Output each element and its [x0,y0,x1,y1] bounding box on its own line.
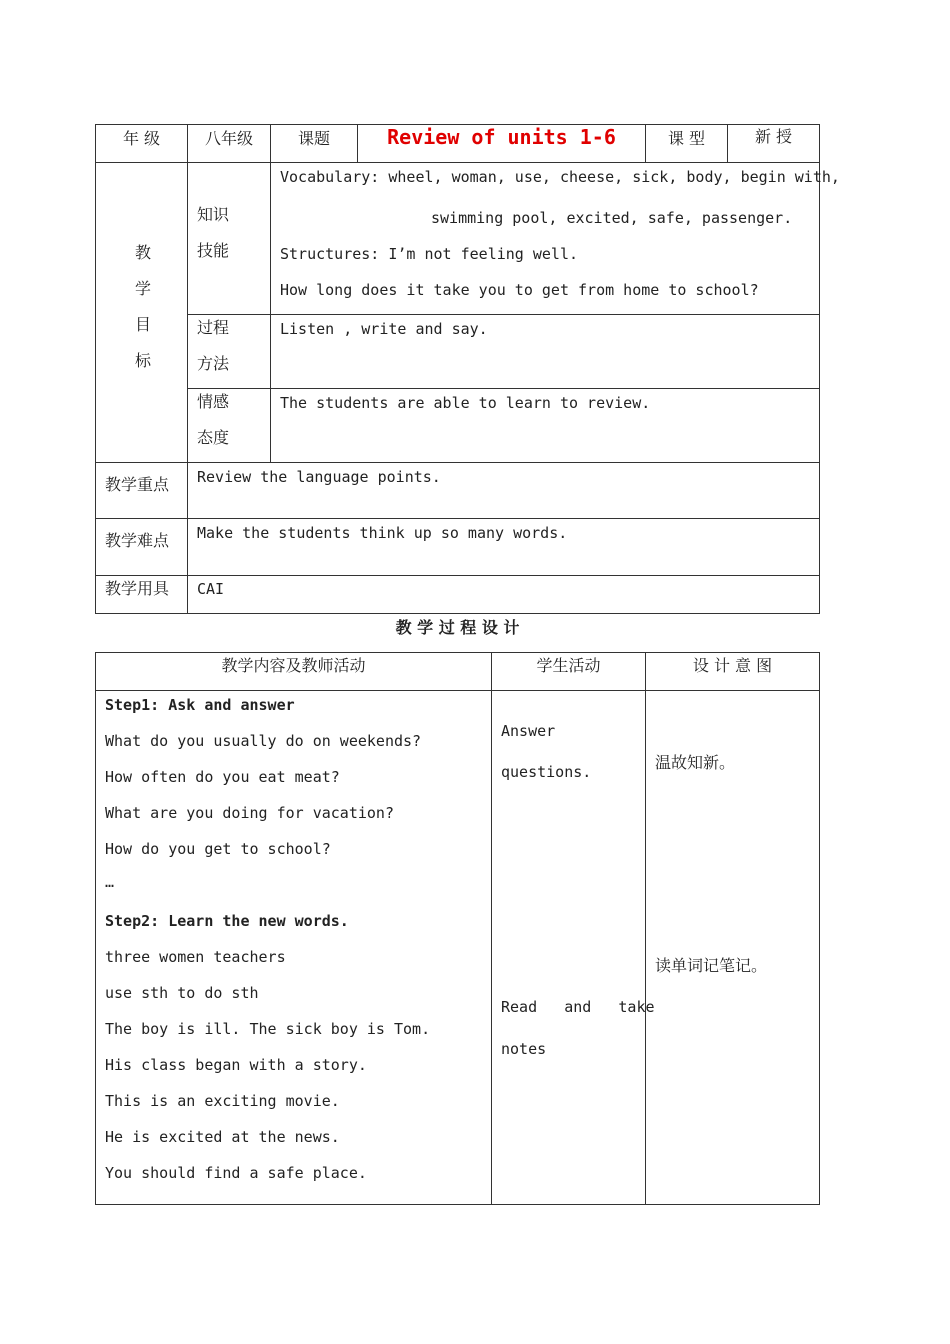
attitude-label-2: 态度 [197,428,230,447]
step1-title: Step1: Ask and answer [105,696,295,714]
step2-title: Step2: Learn the new words. [105,912,349,930]
tools-text: CAI [197,580,225,598]
difficulties-label: 教学难点 [105,531,170,550]
step2-line: use sth to do sth [105,984,259,1002]
page-title: Review of units 1-6 [387,125,616,149]
key-points-label: 教学重点 [105,475,170,494]
process-text: Listen , write and say. [280,320,488,338]
structures-line: Structures: I’m not feeling well. [280,245,579,263]
step1-line: … [105,873,115,891]
design-intent-2: 读单词记笔记。 [655,956,768,975]
grade-label: 年 级 [122,129,161,148]
process-label-1: 过程 [197,318,230,337]
step2-line: The boy is ill. The sick boy is Tom. [105,1020,431,1038]
attitude-text: The students are able to learn to review. [280,394,651,412]
design-intent-1: 温故知新。 [655,753,736,772]
objectives-label-4: 标 [135,351,152,370]
step1-line: What are you doing for vacation? [105,804,394,822]
step1-line: How often do you eat meat? [105,768,340,786]
student-activity-2-line-2: notes [501,1040,547,1058]
step2-line: You should find a safe place. [105,1164,367,1182]
objectives-label-2: 学 [135,279,152,298]
vocabulary-line-1: Vocabulary: wheel, woman, use, cheese, sick, body, begin with, [280,168,840,186]
knowledge-label-2: 技能 [197,241,230,260]
vocabulary-line-2: swimming pool, excited, safe, passenger. [431,209,793,227]
step2-line: three women teachers [105,948,286,966]
type-label: 课 型 [667,129,706,148]
key-points-text: Review the language points. [197,468,441,486]
student-activity-1-line-2: questions. [501,763,592,781]
tools-label: 教学用具 [105,579,170,598]
step1-line: How do you get to school? [105,840,331,858]
step1-line: What do you usually do on weekends? [105,732,422,750]
header-teacher-activity: 教学内容及教师活动 [221,656,366,675]
attitude-label-1: 情感 [197,392,230,411]
header-design-intent: 设 计 意 图 [692,656,773,675]
question-line: How long does it take you to get from home to school? [280,281,759,299]
step2-line: This is an exciting movie. [105,1092,340,1110]
grade-value: 八年级 [204,129,253,148]
type-value: 新 授 [754,127,793,146]
topic-label: 课题 [297,129,330,148]
student-activity-1-line-1: Answer [501,722,556,740]
objectives-label-3: 目 [135,315,152,334]
step2-line: His class began with a story. [105,1056,367,1074]
process-design-title: 教 学 过 程 设 计 [395,618,520,637]
student-activity-2-line-1: Read and take [501,998,655,1016]
objectives-label-1: 教 [135,243,152,262]
difficulties-text: Make the students think up so many words. [197,524,568,542]
process-label-2: 方法 [197,354,230,373]
header-student-activity: 学生活动 [536,656,601,675]
knowledge-label-1: 知识 [197,205,230,224]
step2-line: He is excited at the news. [105,1128,340,1146]
